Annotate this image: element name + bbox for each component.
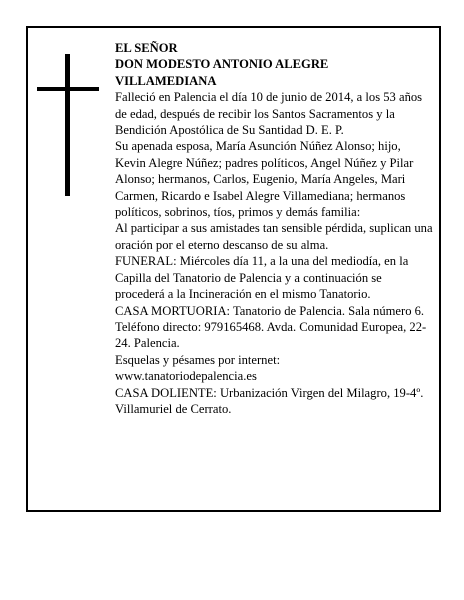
deceased-name-line2: VILLAMEDIANA — [115, 73, 217, 88]
mourning-house-paragraph: CASA DOLIENTE: Urbanización Virgen del Milagro, 19-4º. Villamuriel de Cerrato. — [115, 385, 424, 416]
cross-icon — [37, 54, 99, 196]
deceased-name-line1: DON MODESTO ANTONIO ALEGRE — [115, 57, 329, 72]
death-paragraph: Falleció en Palencia el día 10 de junio de 2014, a los 53 años de edad, después de recibir los Santos Sacramentos y la Bendición Apostólica de Su Santidad D. E. P. — [115, 90, 423, 138]
mortuary-paragraph: CASA MORTUORIA: Tanatorio de Palencia. Sala número 6. Teléfono directo: 979165468. Avda. Comunidad Europea, 22-24. Palencia. — [115, 303, 427, 351]
prayer-request-paragraph: Al participar a sus amistades tan sensible pérdida, suplican una oración por el eterno descanso de su alma. — [115, 221, 433, 252]
online-condolences-url: www.tanatoriodepalencia.es — [115, 369, 257, 384]
honorific: EL SEÑOR — [115, 41, 178, 55]
online-condolences-label: Esquelas y pésames por internet: — [115, 352, 281, 367]
family-paragraph: Su apenada esposa, María Asunción Núñez Alonso; hijo, Kevin Alegre Núñez; padres políticos, Angel Núñez y Pilar Alonso; hermanos, Carlos, Eugenio, María Angeles, Mari Carmen, Ricardo e Isabel Alegre Villamediana; hermanos políticos, sobrinos, tíos, primos y demás familia: — [115, 139, 414, 220]
obituary-text — [115, 40, 433, 417]
funeral-paragraph: FUNERAL: Miércoles día 11, a la una del mediodía, en la Capilla del Tanatorio de Palencia y a continuación se procederá a la Incineración en el mismo Tanatorio. — [115, 254, 409, 302]
